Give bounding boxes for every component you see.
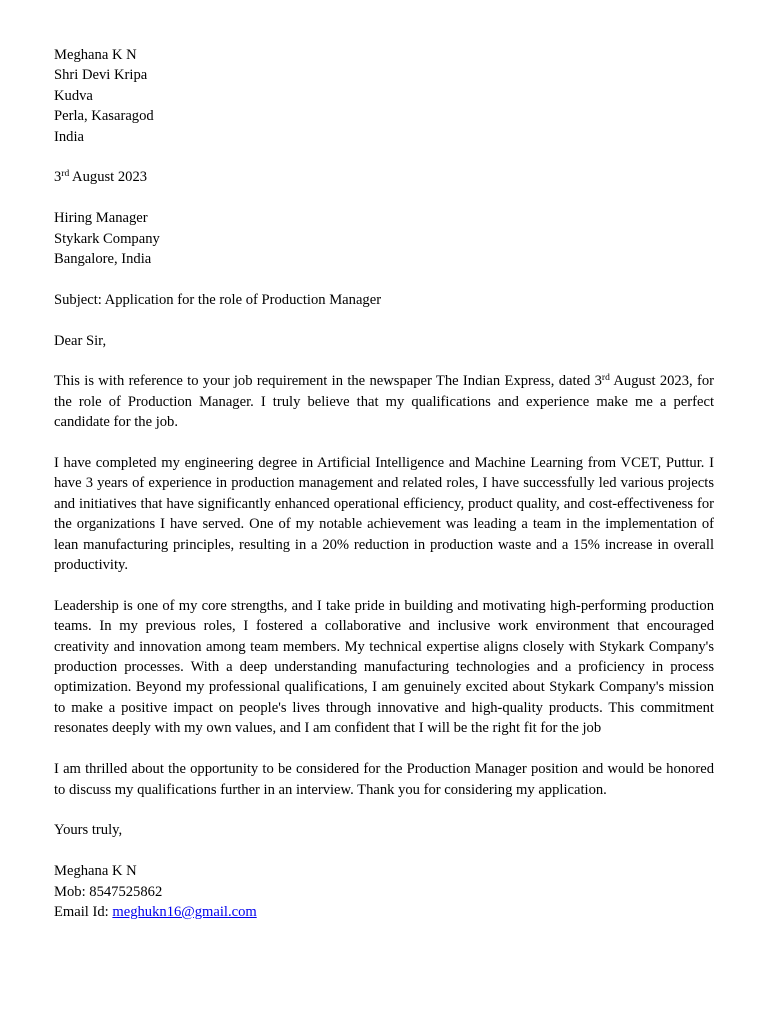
- sender-name: Meghana K N: [54, 47, 137, 63]
- closing: Yours truly,: [54, 822, 123, 839]
- email-link[interactable]: meghukn16@gmail.com: [112, 903, 257, 920]
- sender-address-line: Kudva: [54, 87, 93, 104]
- sender-address-line: India: [54, 128, 84, 145]
- paragraph-date-suffix: rd: [601, 373, 610, 384]
- body-paragraph-1: This is with reference to your job requirement in the newspaper The Indian Express, dated 3rd August 2023, for the role of Production Manager. I truly believe that my qualifications and experience make me a perfect candidate for the job.: [54, 373, 714, 431]
- signature-email-row: [54, 902, 714, 922]
- recipient-line: Bangalore, India: [54, 251, 152, 268]
- salutation: Dear Sir,: [54, 332, 107, 349]
- date-suffix: rd: [61, 169, 70, 180]
- email-label: Email Id:: [54, 903, 113, 920]
- sender-address-line: Perla, Kasaragod: [54, 108, 154, 125]
- signature-mobile: Mob: 8547525862: [54, 883, 163, 900]
- recipient-line: Hiring Manager: [54, 210, 148, 227]
- body-paragraph-3: Leadership is one of my core strengths, and I take pride in building and motivating high-performing production teams. In my previous roles, I fostered a collaborative and inclusive work environment that encouraged creativity and innovation among team members. My technical expertise aligns closely with Stykark Company's production processes. With a deep understanding manufacturing technologies and a proficiency in process optimization. Beyond my professional qualifications, I am genuinely excited about Stykark Company's mission to make a positive impact on people's lives through innovative and high-quality products. This commitment resonates deeply with my own values, and I am confident that I will be the right fit for the job: [54, 597, 714, 737]
- recipient-block: [54, 208, 714, 269]
- signature-block: [54, 861, 714, 922]
- recipient-line: Stykark Company: [54, 230, 160, 247]
- date-day: 3: [54, 169, 62, 186]
- cover-letter: [54, 45, 714, 922]
- date-rest: August 2023: [69, 169, 148, 186]
- sender-block: [54, 45, 714, 147]
- subject-line: Subject: Application for the role of Production Manager: [54, 291, 382, 308]
- signature-name: Meghana K N: [54, 863, 137, 880]
- letter-date: [54, 167, 714, 187]
- sender-address-line: Shri Devi Kripa: [54, 67, 148, 84]
- body-paragraph-2: I have completed my engineering degree in Artificial Intelligence and Machine Learning from VCET, Puttur. I have 3 years of experience in production management and related roles, I have successfully led various projects and initiatives that have significantly enhanced operational efficiency, product quality, and cost-effectiveness for the organizations I have served. One of my notable achievement was leading a team in the implementation of lean manufacturing principles, resulting in a 20% reduction in production waste and a 15% increase in overall productivity.: [54, 455, 714, 574]
- body-paragraph-4: I am thrilled about the opportunity to be considered for the Production Manager position and would be honored to discuss my qualifications further in an interview. Thank you for considering my application.: [54, 761, 714, 798]
